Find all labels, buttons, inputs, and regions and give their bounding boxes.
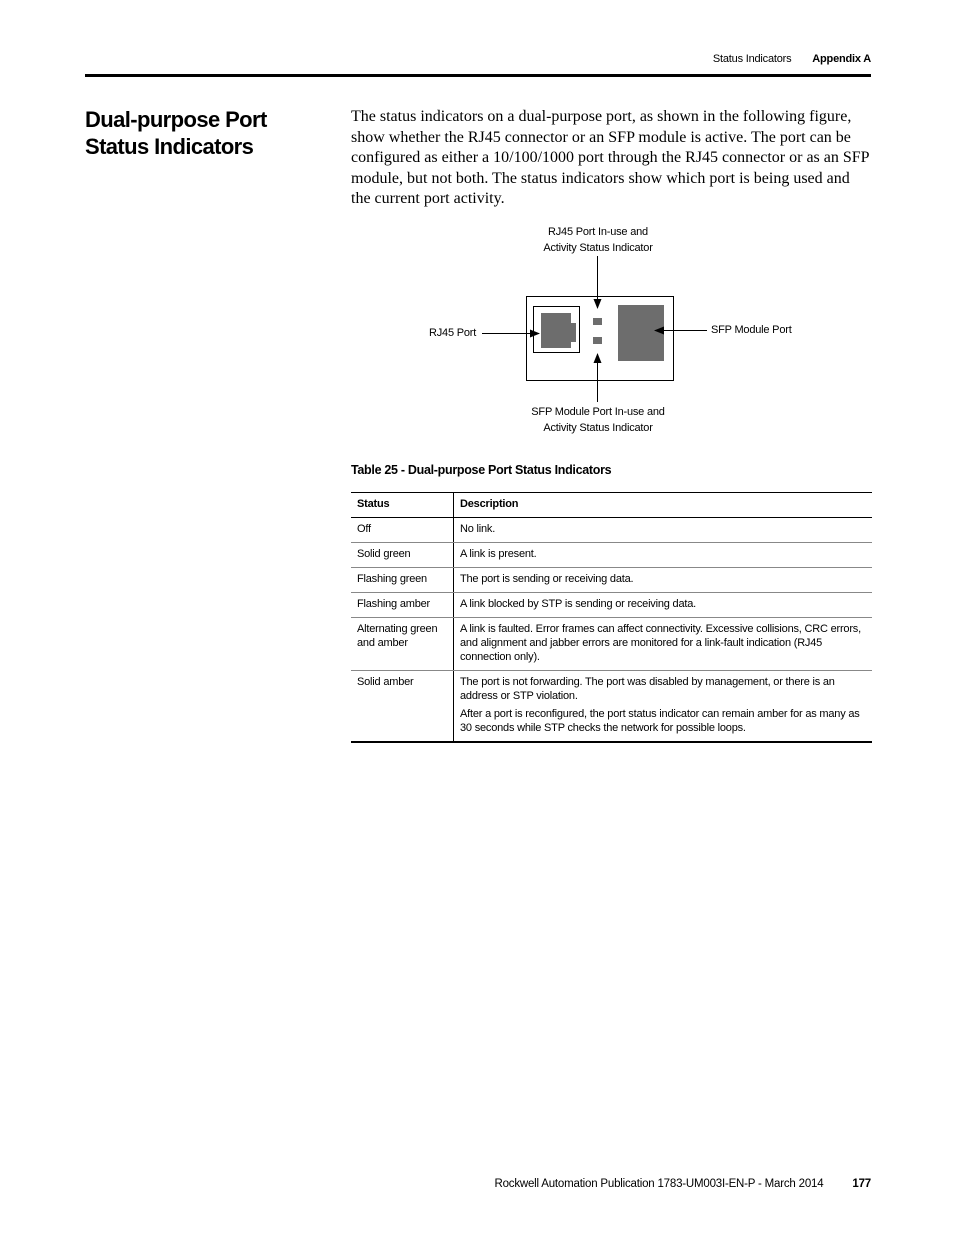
description-paragraph: The port is not forwarding. The port was disabled by management, or there is an address or STP violation. — [460, 676, 835, 702]
port-figure — [351, 220, 871, 445]
page-footer — [494, 1178, 871, 1190]
label-sfp-indicator-line2: Activity Status Indicator — [543, 422, 653, 434]
rj45-indicator — [593, 318, 602, 325]
description-cell: A link is present. — [454, 543, 873, 568]
header-rule — [85, 74, 871, 77]
header-appendix: Appendix A — [812, 53, 871, 65]
rj45-jack — [541, 313, 576, 348]
sfp-indicator — [593, 337, 602, 344]
table-header-row — [351, 493, 872, 518]
sfp-port — [618, 305, 664, 361]
intro-paragraph: The status indicators on a dual-purpose port, as shown in the following figure, show whether the RJ45 connector or an SFP module is active. The port can be configured as either a 10/100/1000 port through the RJ45 connector or as an SFP module, but not both. The status indicators show which port is being used and the current port activity. — [351, 108, 869, 207]
description-cell — [454, 671, 873, 743]
status-cell: Solid green — [351, 543, 454, 568]
table-row — [351, 568, 872, 593]
page-number: 177 — [852, 1178, 871, 1190]
section-heading: Dual-purpose Port Status Indicators — [85, 107, 267, 159]
status-cell: Off — [351, 518, 454, 543]
table-row — [351, 518, 872, 543]
label-sfp-port: SFP Module Port — [711, 324, 792, 336]
table-row — [351, 618, 872, 671]
table-row — [351, 671, 872, 743]
description-cell: The port is sending or receiving data. — [454, 568, 873, 593]
table-caption: Table 25 - Dual-purpose Port Status Indicators — [351, 463, 612, 477]
status-cell: Flashing green — [351, 568, 454, 593]
header-section: Status Indicators — [712, 53, 792, 65]
label-rj45-indicator — [518, 224, 678, 256]
label-sfp-indicator-line1: SFP Module Port In-use and — [531, 406, 665, 418]
description-cell: A link blocked by STP is sending or receiving data. — [454, 593, 873, 618]
col-description-header: Description — [454, 493, 873, 518]
label-rj45-indicator-line1: RJ45 Port In-use and — [548, 226, 648, 238]
status-cell: Alternating green and amber — [351, 618, 454, 671]
description-cell: A link is faulted. Error frames can affect connectivity. Excessive collisions, CRC errors, and alignment and jabber errors are monitored for a link-fault indication (RJ45 connection only). — [454, 618, 873, 671]
label-rj45-port: RJ45 Port — [429, 327, 477, 339]
description-cell: No link. — [454, 518, 873, 543]
running-header — [713, 53, 871, 65]
table-row — [351, 543, 872, 568]
status-cell: Solid amber — [351, 671, 454, 743]
status-table — [351, 492, 872, 743]
label-rj45-indicator-line2: Activity Status Indicator — [543, 242, 653, 254]
label-sfp-indicator — [508, 404, 688, 436]
col-status-header: Status — [351, 493, 454, 518]
description-paragraph: After a port is reconfigured, the port status indicator can remain amber for as many as 30 seconds while STP checks the network for possible loops. — [460, 708, 860, 734]
publication-info: Rockwell Automation Publication 1783-UM003I-EN-P - March 2014 — [494, 1178, 824, 1190]
status-cell: Flashing amber — [351, 593, 454, 618]
table-row — [351, 593, 872, 618]
